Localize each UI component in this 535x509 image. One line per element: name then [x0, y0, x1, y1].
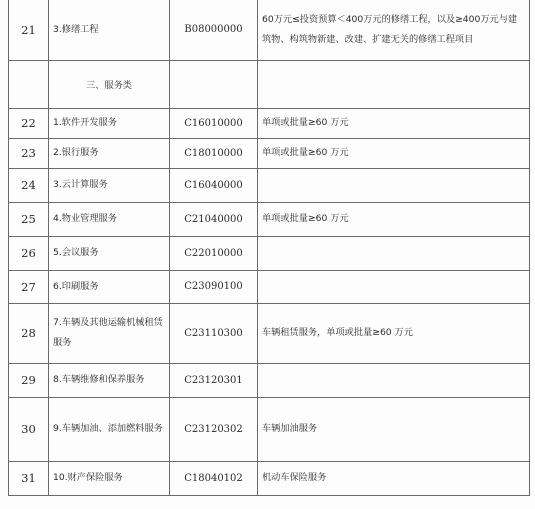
item-note: 60万元≤投资预算＜400万元的修缮工程，以及≥400万元与建筑物、构筑物新建、改建、扩建无关的修缮工程项目	[258, 0, 530, 60]
item-name: 9.车辆加油、添加燃料服务	[49, 397, 170, 461]
table-row	[9, 461, 530, 495]
item-note: 车辆加油服务	[258, 397, 530, 461]
row-number: 30	[9, 397, 49, 461]
item-note: 车辆租赁服务，单项或批量≥60 万元	[258, 303, 530, 363]
table-row	[9, 108, 530, 138]
item-name: 6.印刷服务	[49, 270, 170, 303]
item-name: 10.财产保险服务	[49, 461, 170, 495]
table-row	[9, 270, 530, 303]
row-number: 24	[9, 168, 49, 202]
row-number: 23	[9, 138, 49, 168]
item-code: B08000000	[170, 0, 258, 60]
row-number: 22	[9, 108, 49, 138]
item-code: C18010000	[170, 138, 258, 168]
item-code: C16040000	[170, 168, 258, 202]
item-name: 7.车辆及其他运输机械租赁服务	[49, 303, 170, 363]
item-note	[258, 270, 530, 303]
item-note: 单项或批量≥60 万元	[258, 202, 530, 236]
item-code: C23120302	[170, 397, 258, 461]
item-code: C23110300	[170, 303, 258, 363]
table-row	[9, 138, 530, 168]
section-row	[9, 60, 530, 108]
item-note	[258, 363, 530, 397]
item-note	[258, 236, 530, 270]
table-row	[9, 202, 530, 236]
procurement-catalog-table	[8, 0, 530, 496]
item-name: 2.银行服务	[49, 138, 170, 168]
item-note: 机动车保险服务	[258, 461, 530, 495]
item-code: C18040102	[170, 461, 258, 495]
item-code: C21040000	[170, 202, 258, 236]
item-note: 单项或批量≥60 万元	[258, 138, 530, 168]
item-code: C23120301	[170, 363, 258, 397]
table-row	[9, 363, 530, 397]
item-code: C23090100	[170, 270, 258, 303]
row-number: 21	[9, 0, 49, 60]
item-note: 单项或批量≥60 万元	[258, 108, 530, 138]
item-code: C22010000	[170, 236, 258, 270]
table-row	[9, 236, 530, 270]
row-number: 28	[9, 303, 49, 363]
item-name: 4.物业管理服务	[49, 202, 170, 236]
item-name: 3.修缮工程	[49, 0, 170, 60]
item-name: 1.软件开发服务	[49, 108, 170, 138]
table-row	[9, 0, 530, 60]
item-name: 3.云计算服务	[49, 168, 170, 202]
item-name: 8.车辆维修和保养服务	[49, 363, 170, 397]
row-number: 26	[9, 236, 49, 270]
item-name: 5.会议服务	[49, 236, 170, 270]
table-row	[9, 168, 530, 202]
row-number: 31	[9, 461, 49, 495]
table-row	[9, 397, 530, 461]
table-row	[9, 303, 530, 363]
row-number: 29	[9, 363, 49, 397]
item-code: C16010000	[170, 108, 258, 138]
item-note	[258, 168, 530, 202]
row-number: 25	[9, 202, 49, 236]
section-title: 三、服务类	[49, 60, 170, 108]
row-number: 27	[9, 270, 49, 303]
